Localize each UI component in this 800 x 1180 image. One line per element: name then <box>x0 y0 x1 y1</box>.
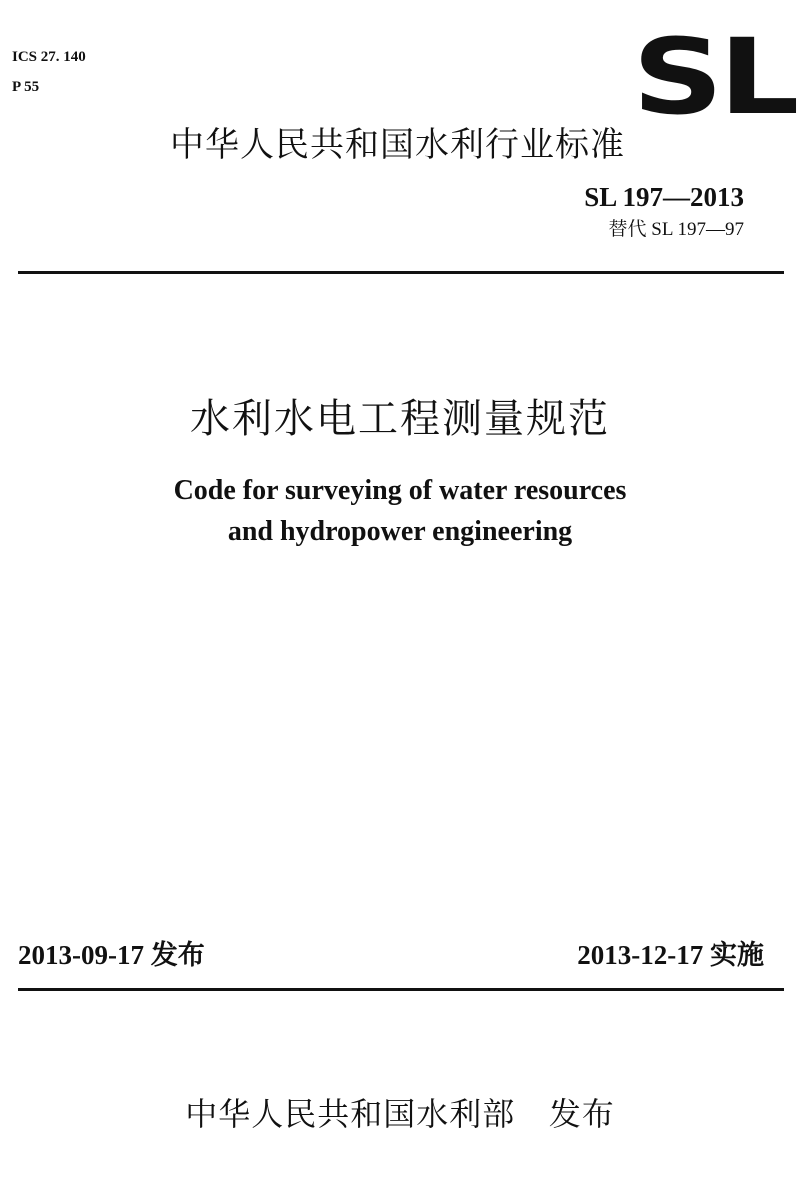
sl-logo: SL <box>632 16 795 138</box>
implementation-date: 2013-12-17 实施 <box>577 940 764 970</box>
industry-standard-title: 中华人民共和国水利行业标准 <box>170 125 625 165</box>
bottom-divider <box>18 988 784 991</box>
issue-date: 2013-09-17 发布 <box>18 940 205 970</box>
document-title-en-line1: Code for surveying of water resources <box>173 475 627 506</box>
issuing-authority: 中华人民共和国水利部 发布 <box>185 1095 615 1133</box>
replaces-standard: 替代 SL 197—97 <box>608 219 744 240</box>
ccs-code: P 55 <box>12 79 40 95</box>
document-title-cn: 水利水电工程测量规范 <box>190 396 610 442</box>
ics-code: ICS 27. 140 <box>12 49 86 65</box>
standard-number: SL 197—2013 <box>584 182 744 212</box>
top-divider <box>18 271 784 274</box>
document-title-en-line2: and hydropower engineering <box>227 516 573 547</box>
